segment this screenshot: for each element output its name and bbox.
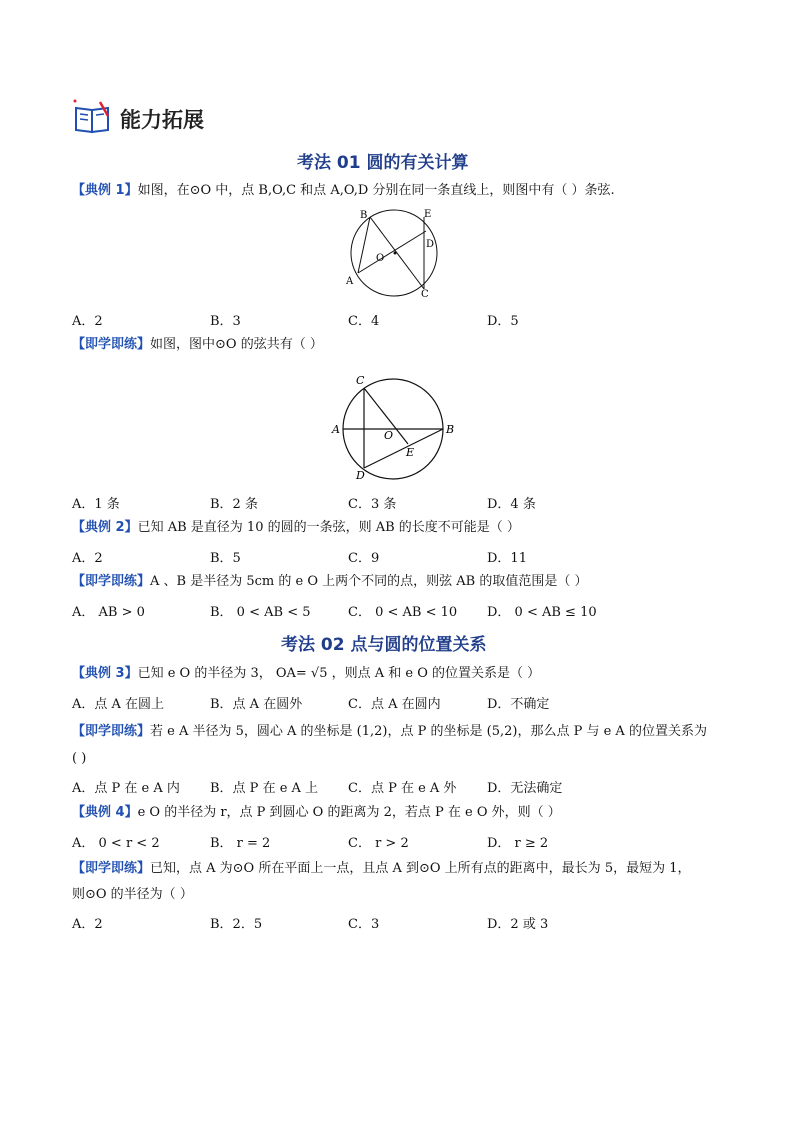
section-header bbox=[72, 98, 312, 138]
label-A: A bbox=[346, 276, 354, 287]
option-a: A． 0 < r < 2 bbox=[72, 836, 160, 851]
question-7 bbox=[72, 804, 561, 822]
question-tag: 【即学即练】 bbox=[72, 337, 151, 352]
option-c: C． r > 2 bbox=[348, 836, 409, 851]
option-a: A． AB > 0 bbox=[72, 605, 145, 620]
option-a: A．1 条 bbox=[72, 497, 120, 512]
question-text: A 、B 是半径为 5cm 的 e O 上两个不同的点，则弦 AB 的取值范围是（ ） bbox=[150, 574, 588, 589]
question-text: 已知 e O 的半径为 3， OA= √5 ，则点 A 和 e O 的位置关系是（ ） bbox=[137, 666, 541, 681]
option-b: B．点 P 在 e A 上 bbox=[210, 781, 319, 796]
question-4 bbox=[72, 573, 587, 591]
label-D: D bbox=[426, 239, 435, 250]
option-b: B．点 A 在圆外 bbox=[210, 697, 303, 712]
option-b: B．5 bbox=[210, 551, 241, 566]
option-d: D．无法确定 bbox=[487, 781, 563, 796]
question-6-continued: ( ) bbox=[72, 751, 87, 766]
question-3 bbox=[72, 519, 520, 537]
question-tag: 【即学即练】 bbox=[72, 724, 151, 739]
question-tag: 【典例 1】 bbox=[72, 183, 138, 198]
option-b: B．3 bbox=[210, 314, 241, 329]
circle-figure-2 bbox=[328, 372, 460, 484]
question-5 bbox=[72, 665, 540, 683]
label-B: B bbox=[360, 210, 368, 221]
option-c: C．9 bbox=[348, 551, 380, 566]
option-c: C．4 bbox=[348, 314, 380, 329]
question-6 bbox=[72, 723, 707, 741]
book-icon bbox=[72, 98, 116, 138]
option-c: C．点 P 在 e A 外 bbox=[348, 781, 457, 796]
option-d: D． r ≥ 2 bbox=[487, 836, 549, 851]
question-2 bbox=[72, 336, 323, 354]
option-b: B． 0 < AB < 5 bbox=[210, 605, 311, 620]
option-d: D．5 bbox=[487, 314, 519, 329]
option-a: A．2 bbox=[72, 314, 103, 329]
question-text: 已知 AB 是直径为 10 的圆的一条弦，则 AB 的长度不可能是（ ） bbox=[137, 520, 520, 535]
question-text: 如图，在⊙O 中，点 B,O,C 和点 A,O,D 分别在同一条直线上，则图中有（ ）条弦. bbox=[137, 183, 615, 198]
label-O: O bbox=[384, 429, 394, 442]
label-B: B bbox=[446, 423, 455, 436]
option-a: A．点 A 在圆上 bbox=[72, 697, 165, 712]
label-C: C bbox=[421, 289, 429, 300]
label-C: C bbox=[356, 374, 365, 387]
question-8 bbox=[72, 860, 691, 878]
option-b: B．2．5 bbox=[210, 917, 263, 932]
option-d: D．2 或 3 bbox=[487, 917, 549, 932]
section-title-2: 考法 02 点与圆的位置关系 bbox=[281, 635, 487, 655]
label-O: O bbox=[376, 253, 385, 264]
option-d: D．不确定 bbox=[487, 697, 550, 712]
question-tag: 【即学即练】 bbox=[72, 574, 151, 589]
option-a: A．2 bbox=[72, 917, 103, 932]
question-text: 如图，图中⊙O 的弦共有（ ） bbox=[150, 337, 323, 352]
option-d: D．4 条 bbox=[487, 497, 536, 512]
question-text: e O 的半径为 r，点 P 到圆心 O 的距离为 2，若点 P 在 e O 外，则（ ） bbox=[137, 805, 561, 820]
question-8-continued: 则⊙O 的半径为（ ） bbox=[72, 887, 193, 902]
page-title: 能力拓展 bbox=[120, 108, 204, 132]
label-D: D bbox=[356, 469, 365, 482]
option-a: A．2 bbox=[72, 551, 103, 566]
label-E: E bbox=[406, 446, 415, 459]
question-text: 已知，点 A 为⊙O 所在平面上一点，且点 A 到⊙O 上所有点的距离中，最长为 5，最短为 1， bbox=[150, 861, 691, 876]
option-c: C．点 A 在圆内 bbox=[348, 697, 441, 712]
question-tag: 【即学即练】 bbox=[72, 861, 151, 876]
section-title-1: 考法 01 圆的有关计算 bbox=[297, 153, 469, 173]
option-c: C．3 条 bbox=[348, 497, 397, 512]
label-E: E bbox=[424, 209, 432, 220]
label-A: A bbox=[332, 423, 340, 436]
question-tag: 【典例 3】 bbox=[72, 666, 138, 681]
option-b: B． r = 2 bbox=[210, 836, 271, 851]
option-b: B．2 条 bbox=[210, 497, 258, 512]
option-c: C．3 bbox=[348, 917, 380, 932]
option-d: D．11 bbox=[487, 551, 527, 566]
circle-figure-1 bbox=[340, 205, 450, 305]
question-tag: 【典例 4】 bbox=[72, 805, 138, 820]
option-c: C． 0 < AB < 10 bbox=[348, 605, 458, 620]
option-a: A．点 P 在 e A 内 bbox=[72, 781, 180, 796]
question-tag: 【典例 2】 bbox=[72, 520, 138, 535]
question-text: 若 e A 半径为 5，圆心 A 的坐标是 (1,2)，点 P 的坐标是 (5,2)，那么点 P 与 e A 的位置关系为 bbox=[150, 724, 707, 739]
option-d: D． 0 < AB ≤ 10 bbox=[487, 605, 597, 620]
question-1 bbox=[72, 182, 615, 200]
